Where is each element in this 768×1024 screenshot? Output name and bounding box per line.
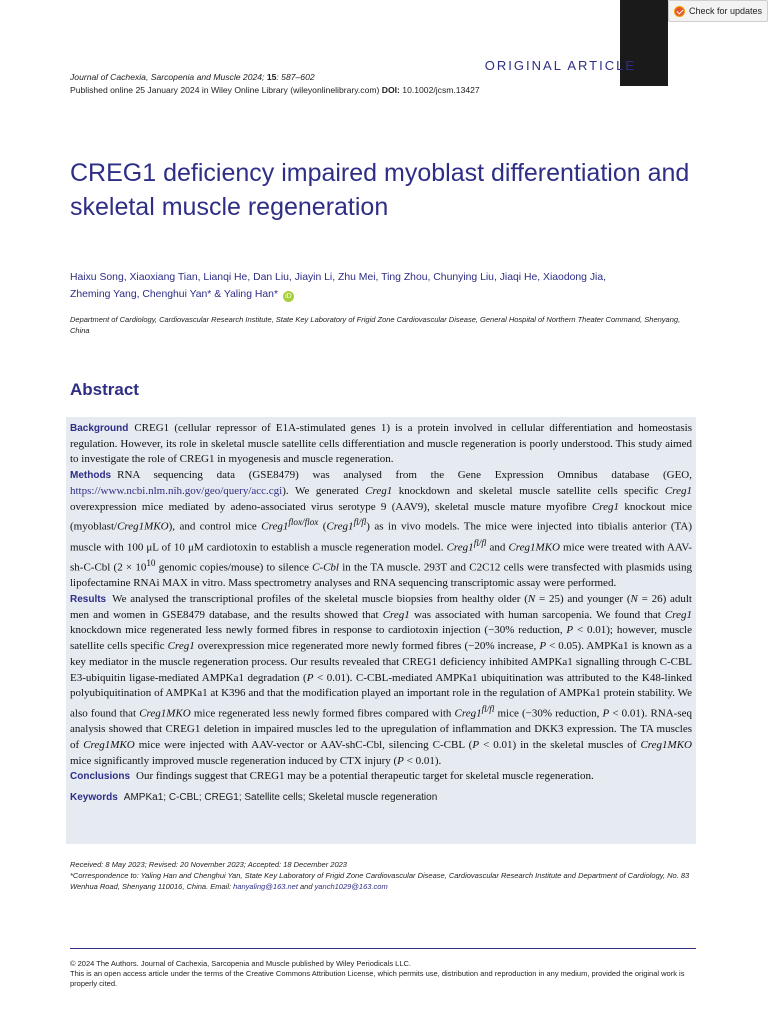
doi-link[interactable]: 10.1002/jcsm.13427 <box>399 85 480 95</box>
correspondence: *Correspondence to: Yaling Han and Chenghui Yan, State Key Laboratory of Frigid Zone Cardiovascular Disease, Cardiovascular Research Institute and Department of Cardiology, No. 83 Wenhua Road, Shenyang 110016, China. Email: hanyaling@163.net and yanch1029@163.com <box>70 871 690 891</box>
background-label: Background <box>70 423 129 434</box>
results-label: Results <box>70 594 107 605</box>
article-title: CREG1 deficiency impaired myoblast differentiation and skeletal muscle regeneration <box>70 159 690 221</box>
affiliation: Department of Cardiology, Cardiovascular Research Institute, State Key Laboratory of Frigid Zone Cardiovascular Disease, General Hospital of Northern Theater Command, Shenyang, China <box>70 315 681 335</box>
check-for-updates-label: Check for updates <box>689 6 763 16</box>
license-notice: This is an open access article under the terms of the Creative Commons Attribution License, which permits use, distribution and reproduction in any medium, provided the original work is properly cited. <box>70 969 685 988</box>
abstract-methods: Methods RNA sequencing data (GSE8479) was analysed from the Gene Expression Omnibus database (GEO, https://www.ncbi.nlm.nih.gov/geo/query/acc.cgi). We generated Creg1 knockdown and skeletal muscle satellite cells specific Creg1 overexpression mice mediated by adeno-associated virus serotype 9 (AAV9), skeletal muscle mature myofibre Creg1 knockout mice (myoblast/Creg1MKO), and control mice $Creg1^{flox/flox}$ $(Creg1^{fl/fl})$ as in vivo models. The mice were injected into tibialis anterior (TA) muscle with 100 μL of 10 μM cardiotoxin to establish a muscle regeneration model. $Creg1^{fl/fl}$ and Creg1MKO mice were treated with AAV-sh-C-Cbl ($2 \times 10^{10}$ genomic copies/mouse) to silence C-Cbl in the TA muscle. 293T and C2C12 cells were transfected with plasmids using lipofectamine RNAi MAX in vitro. Mass spectrometry analyses and RNA sequencing transcriptomic assay were performed. <box>70 469 692 590</box>
check-updates-icon <box>674 6 685 17</box>
article-type-label: ORIGINAL ARTICLE <box>484 58 636 73</box>
email-link-2[interactable]: yanch1029@163.com <box>314 882 388 891</box>
abstract-keywords <box>70 790 692 806</box>
authors-line-1: Haixu Song, Xiaoxiang Tian, Lianqi He, Dan Liu, Jiayin Li, Zhu Mei, Ting Zhou, Chunying Liu, Jiaqi He, Xiaodong Jia, <box>70 272 607 283</box>
authors-line-2: Zheming Yang, Chenghui Yan <box>70 289 208 300</box>
keywords-label: Keywords <box>70 792 118 804</box>
abstract-background: Background CREG1 (cellular repressor of E1A-stimulated genes 1) is a protein involved in cellular differentiation and homeostasis regulation. However, its role in skeletal muscle satellite cells differentiation and muscle regeneration is poorly understood. This study aimed to investigate the role of CREG1 in myogenesis and muscle regeneration. <box>70 422 692 466</box>
keywords-text: AMPKa1; C-CBL; CREG1; Satellite cells; Skeletal muscle regeneration <box>123 792 438 804</box>
journal-tab-marker <box>620 0 668 86</box>
journal-citation: Journal of Cachexia, Sarcopenia and Muscle 2024; 15: 587–602 <box>70 72 315 82</box>
abstract-results: Results We analysed the transcriptional profiles of the skeletal muscle biopsies from healthy older (N = 25) and younger (N = 26) adult men and women in GSE8479 database, and the results showed that Creg1 was associated with human sarcopenia. We found that Creg1 knockdown mice regenerated less newly formed fibres in response to cardiotoxin injection (−30% reduction, P < 0.01); however, muscle satellite cells specific Creg1 overexpression mice regenerated more newly formed fibres (−20% increase, P < 0.05). AMPKa1 is known as a key mediator in the muscle regeneration process. Our results revealed that CREG1 deficiency inhibited AMPKa1 signalling through C-CBL E3-ubiquitin ligase-mediated AMPKa1 degradation (P < 0.01). C-CBL-mediated AMPKa1 ubiquitination was attributed to the K48-linked polyubiquitination of AMPKa1 at K396 and that the modification played an important role in the regulation of AMPKa1 protein stability. We also found that Creg1MKO mice regenerated less newly formed fibres compared with $Creg1^{fl/fl}$ mice (−30% reduction, P < 0.01). RNA-seq analysis showed that CREG1 deletion in impaired muscles led to the upregulation of inflammation and DKK3 expression. The TA muscles of Creg1MKO mice were injected with AAV-vector or AAV-shC-Cbl, silencing C-CBL (P < 0.01) in the skeletal muscles of Creg1MKO mice significantly improved muscle regeneration induced by CTX injury (P < 0.01). <box>70 593 693 767</box>
footer-divider <box>70 948 696 949</box>
journal-volume: 15 <box>266 72 277 82</box>
received-dates: Received: 8 May 2023; Revised: 20 November 2023; Accepted: 18 December 2023 <box>70 860 347 869</box>
copyright-notice: © 2024 The Authors. Journal of Cachexia, Sarcopenia and Muscle published by Wiley Periodicals LLC. <box>70 959 411 968</box>
orcid-icon[interactable]: iD <box>283 291 294 302</box>
geo-link[interactable]: https://www.ncbi.nlm.nih.gov/geo/query/acc.cgi <box>70 484 283 497</box>
abstract-box <box>66 417 696 844</box>
email-link-1[interactable]: hanyaling@163.net <box>233 882 298 891</box>
abstract-heading: Abstract <box>70 380 139 399</box>
author-last: Yaling Han <box>223 289 274 300</box>
conclusions-label: Conclusions <box>70 771 131 783</box>
doi-label: DOI: <box>381 85 400 95</box>
methods-label: Methods <box>70 470 112 482</box>
published-line: Published online 25 January 2024 in Wiley Online Library (wileyonlinelibrary.com) DOI: 10.1002/jcsm.13427 <box>70 85 480 95</box>
abstract-conclusions: Conclusions Our findings suggest that CREG1 may be a potential therapeutic target for skeletal muscle regeneration. <box>70 770 594 783</box>
author-list: Haixu Song, Xiaoxiang Tian, Lianqi He, Dan Liu, Jiayin Li, Zhu Mei, Ting Zhou, Chunying Liu, Jiaqi He, Xiaodong Jia, Zheming Yang, Chenghui Yan* & Yaling Han* iD <box>70 272 607 300</box>
check-for-updates-button[interactable] <box>668 0 768 22</box>
